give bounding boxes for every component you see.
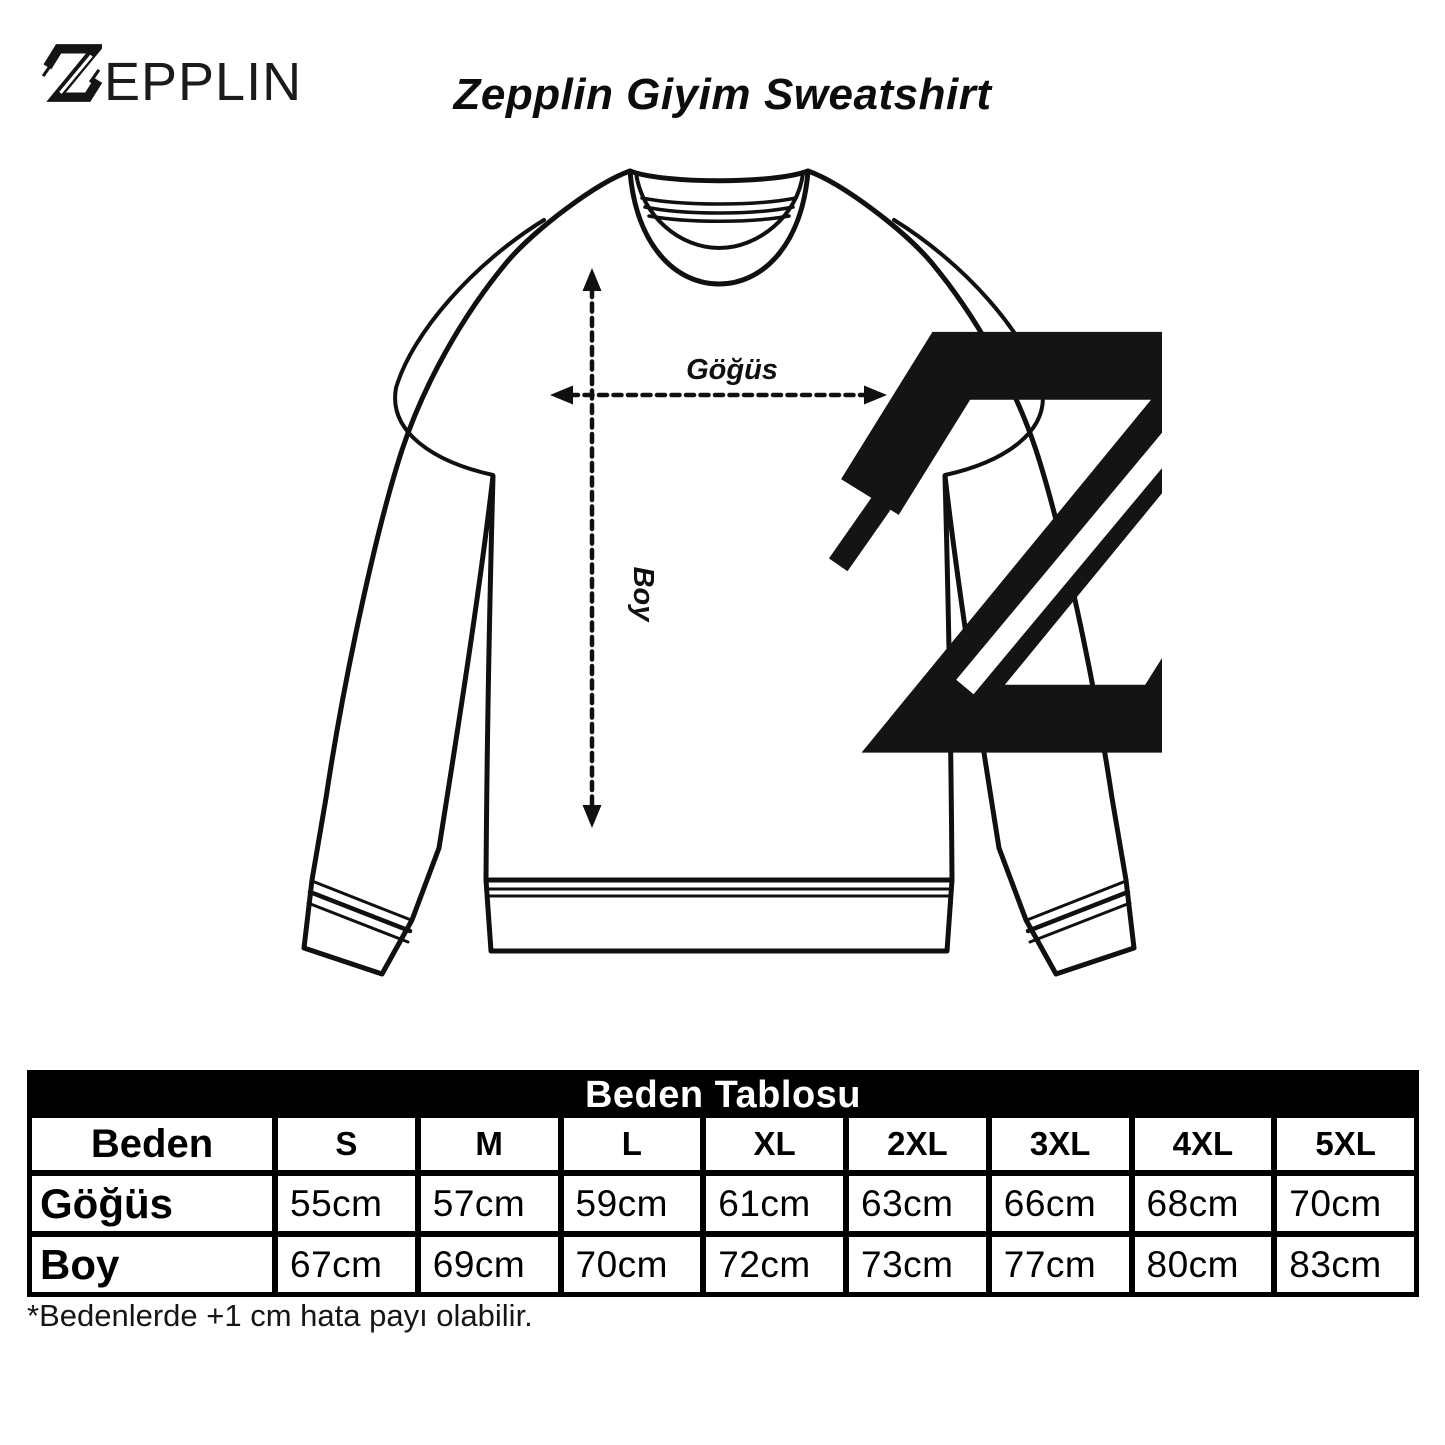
length-value-cell: 73cm: [849, 1237, 986, 1292]
brand-logo-text: EPPLIN: [104, 51, 303, 112]
size-table-grid: [32, 1118, 1414, 1292]
chest-value-cell: 57cm: [421, 1176, 558, 1231]
size-table-header-cell: XL: [706, 1118, 843, 1170]
size-table-header-cell: L: [564, 1118, 701, 1170]
chest-value-cell: 66cm: [992, 1176, 1129, 1231]
size-table-header-cell: Beden: [32, 1118, 272, 1170]
tolerance-footnote: *Bedenlerde +1 cm hata payı olabilir.: [27, 1298, 533, 1333]
right-cuff-rib-lines: [1027, 881, 1130, 942]
size-table: [27, 1070, 1419, 1297]
chest-value-cell: 55cm: [278, 1176, 415, 1231]
chest-label: Göğüs: [686, 354, 778, 386]
length-row-label: Boy: [32, 1237, 272, 1292]
chest-value-cell: 70cm: [1277, 1176, 1414, 1231]
hem-rib-lines: [486, 880, 952, 896]
left-cuff-rib-lines: [308, 881, 411, 942]
collar-rib-lines: [642, 198, 796, 221]
chest-z-icon: [838, 366, 1162, 719]
size-table-header-cell: M: [421, 1118, 558, 1170]
size-table-header-cell: 3XL: [992, 1118, 1129, 1170]
page-title: [0, 70, 1445, 120]
length-value-cell: 83cm: [1277, 1237, 1414, 1292]
size-table-header-cell: 5XL: [1277, 1118, 1414, 1170]
title-brand-part: Zepplin Giyim: [453, 70, 751, 119]
size-table-header-cell: 2XL: [849, 1118, 986, 1170]
sweatshirt-diagram: [282, 158, 1162, 1028]
collar-outer-arc: [630, 171, 808, 284]
length-value-cell: 69cm: [421, 1237, 558, 1292]
chest-value-cell: 63cm: [849, 1176, 986, 1231]
chest-row-label: Göğüs: [32, 1176, 272, 1231]
chest-measure-arrow: [550, 386, 887, 405]
chest-value-cell: 59cm: [564, 1176, 701, 1231]
length-value-cell: 77cm: [992, 1237, 1129, 1292]
length-label: Boy: [627, 566, 659, 622]
length-value-cell: 70cm: [564, 1237, 701, 1292]
length-value-cell: 67cm: [278, 1237, 415, 1292]
title-product-part: Sweatshirt: [763, 70, 992, 119]
size-table-title: Beden Tablosu: [584, 1074, 862, 1116]
size-table-header-cell: 4XL: [1135, 1118, 1272, 1170]
length-value-cell: 72cm: [706, 1237, 843, 1292]
sweatshirt-sketch: [282, 158, 1162, 1028]
length-value-cell: 80cm: [1135, 1237, 1272, 1292]
chest-value-cell: 68cm: [1135, 1176, 1272, 1231]
left-armhole-seam: [395, 220, 544, 475]
length-measure-arrow: [583, 268, 602, 828]
chest-value-cell: 61cm: [706, 1176, 843, 1231]
size-table-header-cell: S: [278, 1118, 415, 1170]
